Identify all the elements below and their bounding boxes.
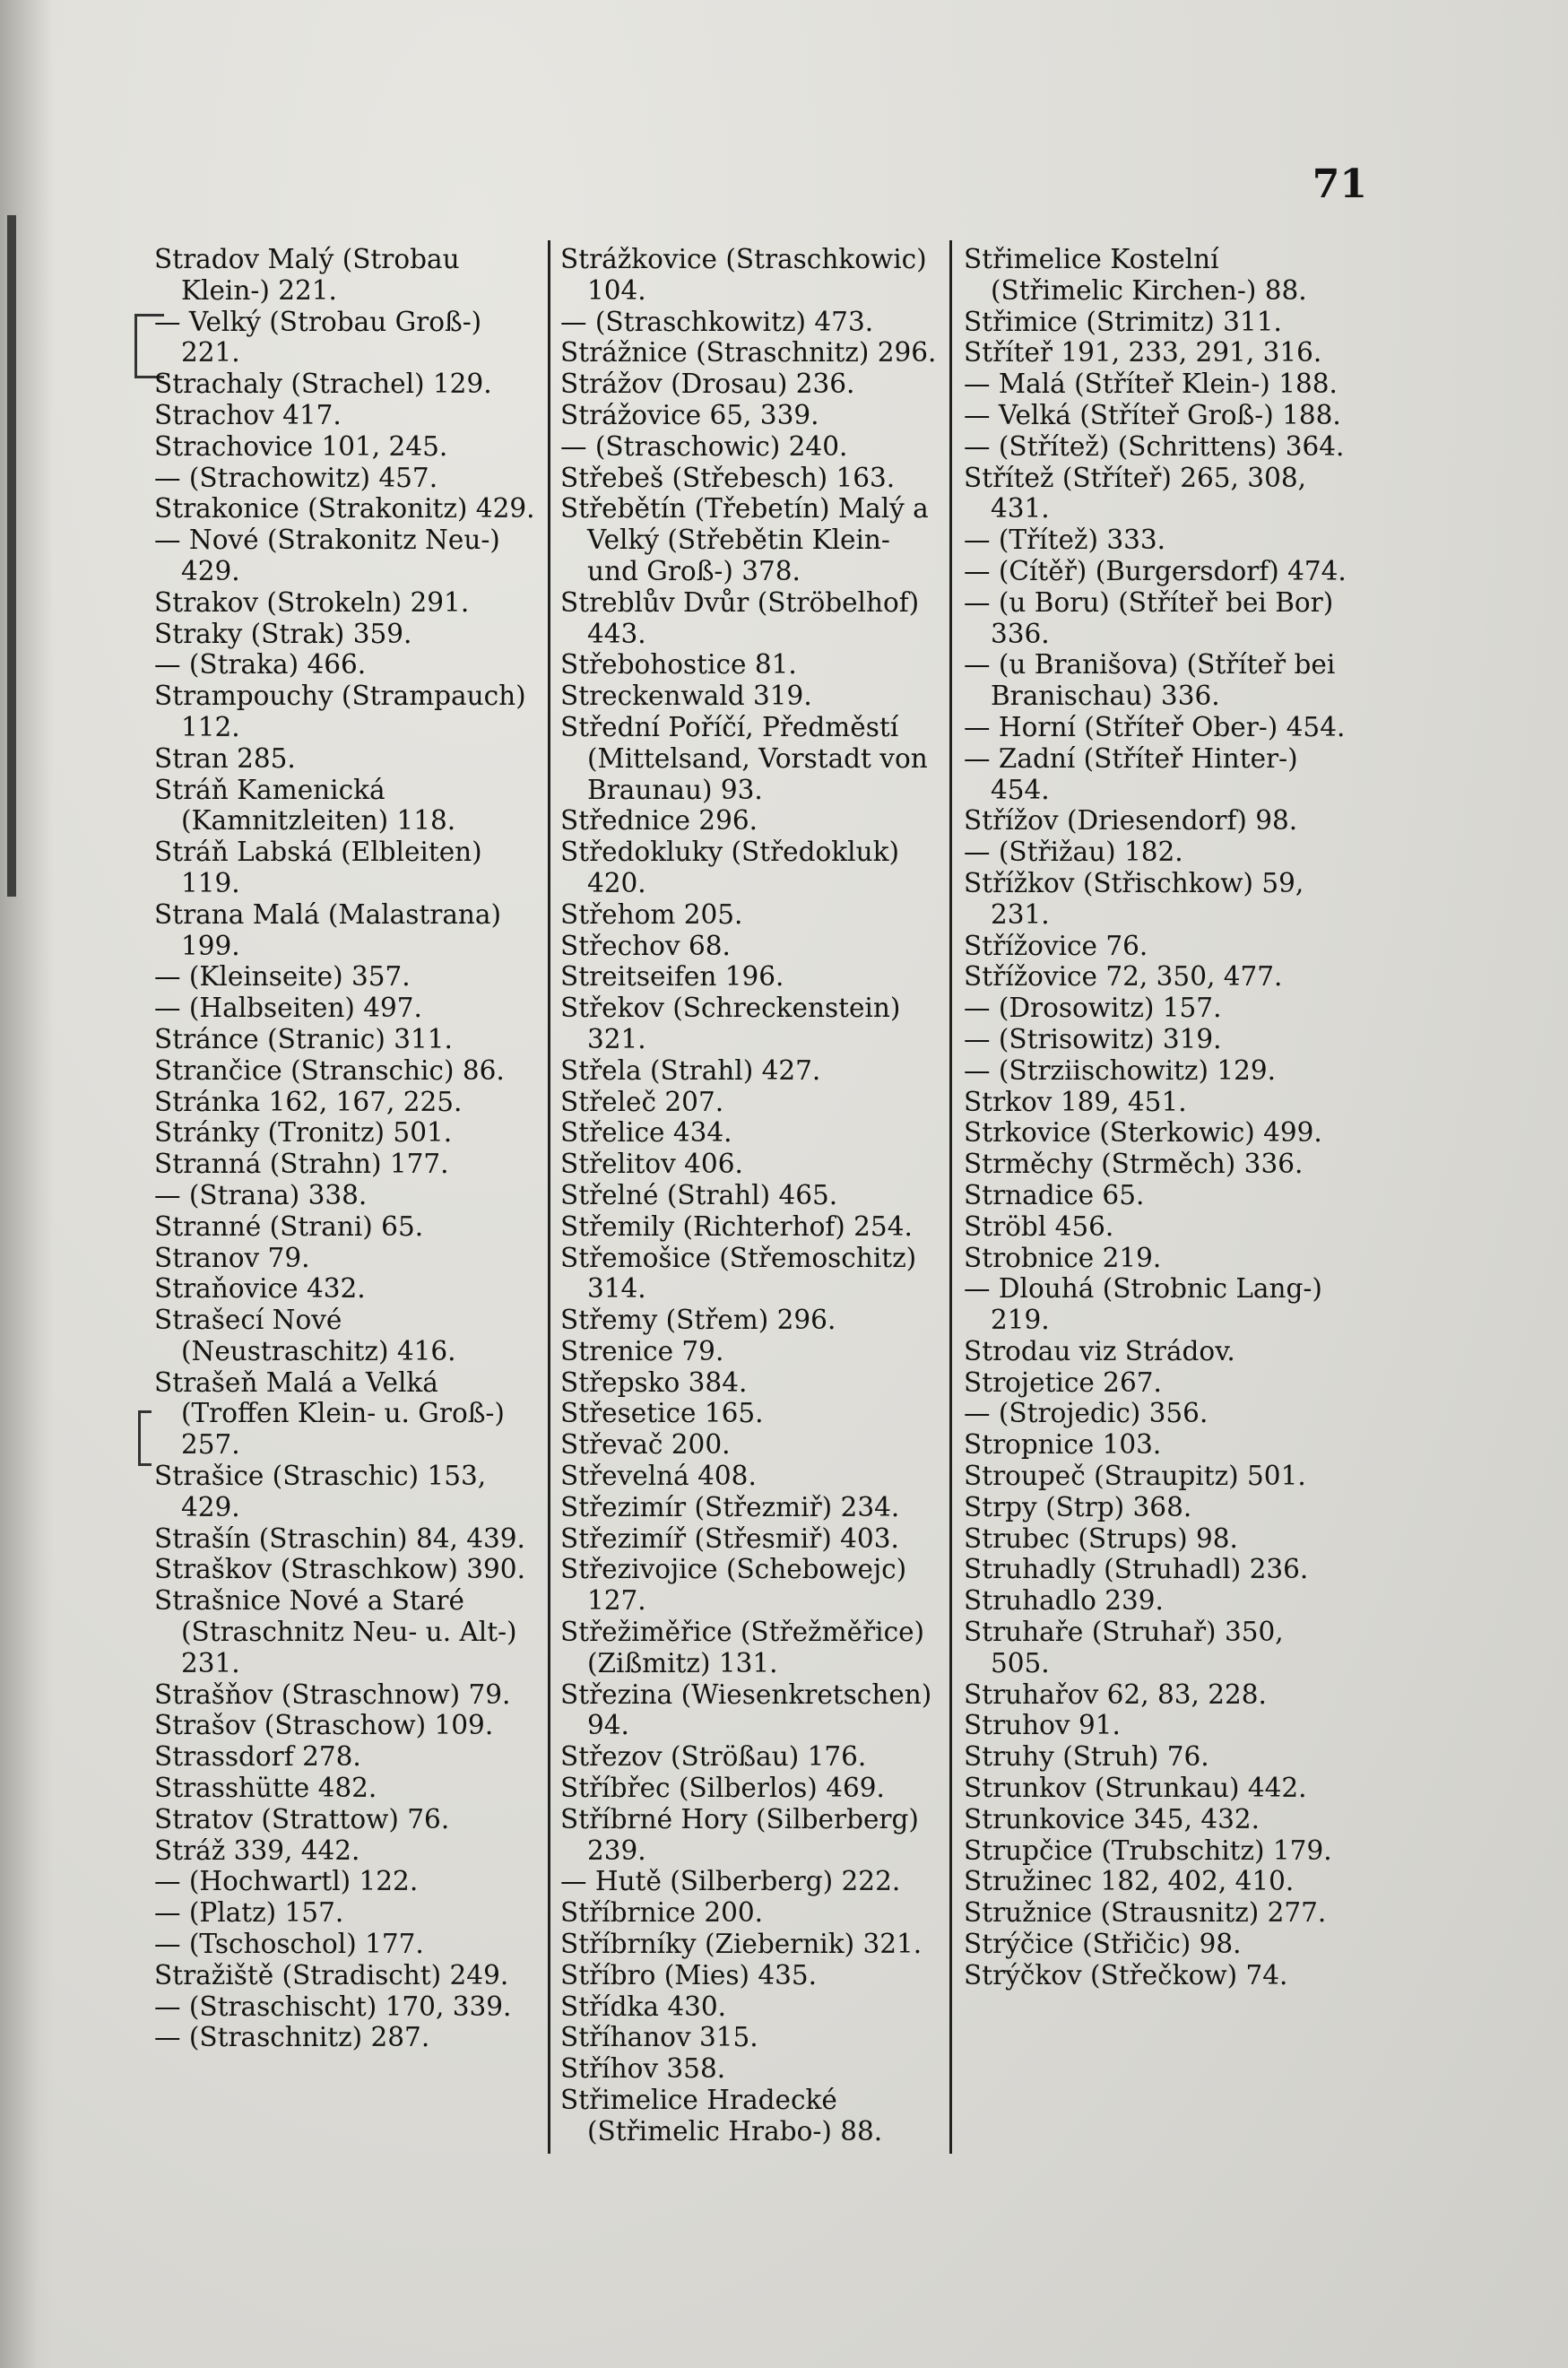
- index-entry: Stříbro (Mies) 435.: [560, 1959, 818, 1991]
- index-entry: Struhy (Struh) 76.: [964, 1741, 1209, 1773]
- index-column-2: [560, 244, 948, 2147]
- index-entry: Strašňov (Straschnow) 79.: [154, 1678, 511, 1710]
- index-entry: Střížovice 76.: [964, 930, 1148, 961]
- index-entry: Stříbrné Hory (Silberberg) 239.: [560, 1803, 919, 1866]
- index-entry: Stránce (Stranic) 311.: [154, 1023, 453, 1054]
- index-entry: Struhov 91.: [964, 1710, 1121, 1741]
- index-entry: Střela (Strahl) 427.: [560, 1054, 821, 1086]
- index-entry: — Malá (Stříteř Klein-) 188.: [964, 369, 1338, 400]
- index-entry: Stráž 339, 442.: [154, 1835, 360, 1866]
- index-entry: — (Kleinseite) 357.: [154, 961, 411, 993]
- index-entry: Stranov 79.: [154, 1242, 310, 1273]
- index-entry: Střebeš (Střebesch) 163.: [560, 462, 896, 493]
- index-entry: Strážnice (Straschnitz) 296.: [560, 337, 937, 369]
- index-entry: Středokluky (Středokluk) 420.: [560, 837, 899, 898]
- index-entry: Strašnice Nové a Staré (Straschnitz Neu- u. Alt-) 231.: [154, 1585, 517, 1678]
- index-entry: — Hutě (Silberberg) 222.: [560, 1866, 901, 1897]
- index-entry: Struhadly (Struhadl) 236.: [964, 1554, 1309, 1585]
- index-entry: Stříbrnice 200.: [560, 1897, 764, 1929]
- index-entry: Stříteř 191, 233, 291, 316.: [964, 337, 1322, 369]
- index-entry: Strachovice 101, 245.: [154, 430, 448, 462]
- column-rule: [949, 240, 952, 2154]
- index-entry: Střezimír (Střezmiř) 234.: [560, 1491, 900, 1522]
- index-entry: Streblův Dvůr (Ströbelhof) 443.: [560, 586, 920, 649]
- index-entry: Střechov 68.: [560, 930, 731, 961]
- index-entry: Střemily (Richterhof) 254.: [560, 1210, 913, 1242]
- index-entry: Strojetice 267.: [964, 1366, 1162, 1398]
- index-entry: Strunkov (Strunkau) 442.: [964, 1773, 1307, 1804]
- index-entry: — (u Branišova) (Stříteř bei Branischau) 336.: [964, 649, 1336, 712]
- index-entry: Struhařov 62, 83, 228.: [964, 1678, 1267, 1710]
- index-entry: Strenice 79.: [560, 1335, 724, 1366]
- index-entry: — Velký (Strobau Groß-) 221.: [154, 306, 482, 369]
- index-entry: Střepsko 384.: [560, 1366, 748, 1398]
- index-entry: Struhaře (Struhař) 350, 505.: [964, 1617, 1284, 1678]
- index-entry: Struhadlo 239.: [964, 1585, 1164, 1617]
- index-entry: — (Straka) 466.: [154, 649, 367, 681]
- index-entry: Střebětín (Třebetín) Malý a Velký (Střebětin Klein- und Groß-) 378.: [560, 493, 929, 586]
- index-entry: Strašecí Nové (Neustraschitz) 416.: [154, 1305, 456, 1366]
- index-entry: Střelice 434.: [560, 1117, 732, 1149]
- index-entry: Strobnice 219.: [964, 1242, 1162, 1273]
- index-entry: Strakonice (Strakonitz) 429.: [154, 493, 535, 525]
- index-entry: Střezivojice (Schebowejc) 127.: [560, 1554, 907, 1617]
- index-entry: Stružnice (Strausnitz) 277.: [964, 1897, 1327, 1929]
- index-entry: Stříbřec (Silberlos) 469.: [560, 1773, 885, 1804]
- index-entry: Střezimíř (Střesmiř) 403.: [560, 1522, 899, 1554]
- index-entry: Střeleč 207.: [560, 1086, 724, 1117]
- index-entry: — (Straschnitz) 287.: [154, 2022, 430, 2053]
- index-entry: Stráň Kamenická (Kamnitzleiten) 118.: [154, 774, 456, 837]
- index-entry: Strážkovice (Straschkowic) 104.: [560, 244, 927, 306]
- index-entry: — Horní (Stříteř Ober-) 454.: [964, 711, 1346, 742]
- binding-edge: [7, 215, 16, 897]
- index-entry: Střelitov 406.: [560, 1149, 743, 1180]
- index-entry: Strachaly (Strachel) 129.: [154, 369, 492, 400]
- index-entry: Strachov 417.: [154, 399, 342, 430]
- index-entry: Stražiště (Stradischt) 249.: [154, 1959, 509, 1991]
- index-entry: Strassdorf 278.: [154, 1741, 361, 1773]
- index-entry: Střížkov (Střischkow) 59, 231.: [964, 867, 1304, 930]
- index-entry: Stružinec 182, 402, 410.: [964, 1866, 1295, 1897]
- index-entry: Střížov (Driesendorf) 98.: [964, 805, 1298, 837]
- index-entry: Strančice (Stranschic) 86.: [154, 1054, 505, 1086]
- index-entry: Ströbl 456.: [964, 1210, 1114, 1242]
- index-entry: Střítež (Stříteř) 265, 308, 431.: [964, 462, 1306, 525]
- index-entry: Střezina (Wiesenkretschen) 94.: [560, 1678, 932, 1741]
- index-entry: — (Straschowic) 240.: [560, 430, 848, 462]
- index-entry: Střížovice 72, 350, 477.: [964, 961, 1283, 993]
- index-entry: Střednice 296.: [560, 805, 758, 837]
- index-entry: Strodau viz Strádov.: [964, 1335, 1235, 1366]
- index-entry: — Dlouhá (Strobnic Lang-) 219.: [964, 1273, 1322, 1336]
- index-entry: Střední Poříčí, Předměstí (Mittelsand, Vorstadt von Braunau) 93.: [560, 711, 928, 805]
- index-entry: Střesetice 165.: [560, 1398, 764, 1429]
- index-column-1: [154, 244, 540, 2053]
- index-entry: — Nové (Strakonitz Neu-) 429.: [154, 525, 500, 586]
- index-entry: Strýčice (Střičic) 98.: [964, 1929, 1242, 1960]
- index-entry: — (Třítež) 333.: [964, 525, 1166, 556]
- index-entry: Stráň Labská (Elbleiten) 119.: [154, 837, 482, 898]
- index-entry: Strážovice 65, 339.: [560, 399, 819, 430]
- pen-mark: [138, 1410, 152, 1466]
- index-entry: Straňovice 432.: [154, 1273, 366, 1305]
- index-entry: Střekov (Schreckenstein) 321.: [560, 993, 901, 1054]
- index-entry: Strkov 189, 451.: [964, 1086, 1187, 1117]
- index-entry: — (Hochwartl) 122.: [154, 1866, 419, 1897]
- index-entry: — (Strziischowitz) 129.: [964, 1054, 1277, 1086]
- index-entry: Strměchy (Strměch) 336.: [964, 1149, 1304, 1180]
- index-entry: Strakov (Strokeln) 291.: [154, 586, 470, 618]
- column-rule: [548, 240, 550, 2154]
- index-entry: Stranná (Strahn) 177.: [154, 1149, 449, 1180]
- index-entry: Strubec (Strups) 98.: [964, 1522, 1238, 1554]
- index-entry: — (Střítež) (Schrittens) 364.: [964, 430, 1345, 462]
- index-entry: Strunkovice 345, 432.: [964, 1803, 1260, 1835]
- index-entry: Stranné (Strani) 65.: [154, 1210, 424, 1242]
- index-entry: — (Strachowitz) 457.: [154, 462, 438, 493]
- index-entry: Strašeň Malá a Velká (Troffen Klein- u. Groß-) 257.: [154, 1366, 505, 1461]
- index-entry: Střehom 205.: [560, 898, 743, 930]
- index-entry: Stratov (Strattow) 76.: [154, 1803, 450, 1835]
- index-entry: Střimelice Hradecké (Střimelic Hrabo-) 88.: [560, 2085, 883, 2147]
- index-entry: — (Střižau) 182.: [964, 837, 1183, 868]
- index-entry: Strana Malá (Malastrana) 199.: [154, 898, 502, 961]
- index-entry: Strašov (Straschow) 109.: [154, 1710, 494, 1741]
- index-entry: Strašice (Straschic) 153, 429.: [154, 1461, 487, 1522]
- index-entry: — (Halbseiten) 497.: [154, 993, 422, 1024]
- index-entry: Strkovice (Sterkowic) 499.: [964, 1117, 1322, 1149]
- index-entry: Střemošice (Střemoschitz) 314.: [560, 1242, 917, 1305]
- index-entry: Stříbrníky (Ziebernik) 321.: [560, 1929, 923, 1960]
- index-entry: Strampouchy (Strampauch) 112.: [154, 681, 526, 742]
- index-entry: Střemy (Střem) 296.: [560, 1305, 836, 1336]
- index-entry: Stříhanov 315.: [560, 2022, 758, 2053]
- index-entry: Stran 285.: [154, 742, 296, 774]
- index-entry: Strpy (Strp) 368.: [964, 1491, 1192, 1522]
- index-entry: — (Strisowitz) 319.: [964, 1023, 1222, 1054]
- index-entry: — (Straschkowitz) 473.: [560, 306, 874, 337]
- index-column-3: [964, 244, 1349, 1991]
- index-entry: — (Drosowitz) 157.: [964, 993, 1222, 1024]
- page-number: 71: [1312, 161, 1367, 207]
- index-entry: Střebohostice 81.: [560, 649, 797, 681]
- index-entry: Střevelná 408.: [560, 1461, 757, 1492]
- index-entry: — (Platz) 157.: [154, 1897, 344, 1929]
- index-entry: Strašín (Straschin) 84, 439.: [154, 1522, 525, 1554]
- index-entry: Střezov (Strößau) 176.: [560, 1741, 867, 1773]
- index-entry: Streckenwald 319.: [560, 681, 812, 712]
- index-entry: Stránky (Tronitz) 501.: [154, 1117, 453, 1149]
- index-entry: Strupčice (Trubschitz) 179.: [964, 1835, 1332, 1866]
- index-entry: Střimice (Strimitz) 311.: [964, 306, 1282, 337]
- index-entry: — (Strojedic) 356.: [964, 1398, 1208, 1429]
- index-entry: — (Tschoschol) 177.: [154, 1929, 424, 1960]
- index-entry: Straky (Strak) 359.: [154, 618, 412, 649]
- index-entry: Stříhov 358.: [560, 2053, 726, 2085]
- index-entry: Stradov Malý (Strobau Klein-) 221.: [154, 244, 460, 306]
- index-entry: — (Strana) 338.: [154, 1179, 368, 1210]
- index-entry: — Velká (Stříteř Groß-) 188.: [964, 399, 1341, 430]
- index-entry: Straškov (Straschkow) 390.: [154, 1554, 525, 1585]
- index-entry: Streitseifen 196.: [560, 961, 784, 993]
- index-entry: — (Cítěř) (Burgersdorf) 474.: [964, 555, 1347, 586]
- index-entry: Strnadice 65.: [964, 1179, 1145, 1210]
- index-entry: Stropnice 103.: [964, 1429, 1162, 1461]
- index-entry: — (Straschischt) 170, 339.: [154, 1991, 512, 2022]
- index-entry: Střimelice Kostelní (Střimelic Kirchen-) 88.: [964, 244, 1307, 306]
- index-entry: Strýčkov (Střečkow) 74.: [964, 1959, 1288, 1991]
- index-entry: Střídka 430.: [560, 1991, 727, 2022]
- index-entry: Střevač 200.: [560, 1429, 731, 1461]
- index-entry: Střelné (Strahl) 465.: [560, 1179, 838, 1210]
- index-entry: Strážov (Drosau) 236.: [560, 369, 855, 400]
- index-entry: — Zadní (Stříteř Hinter-) 454.: [964, 742, 1298, 805]
- index-entry: Střežiměřice (Střežměřice) (Zißmitz) 131.: [560, 1617, 925, 1678]
- index-entry: — (u Boru) (Stříteř bei Bor) 336.: [964, 586, 1334, 649]
- index-entry: Strasshütte 482.: [154, 1773, 377, 1804]
- index-entry: Stránka 162, 167, 225.: [154, 1086, 463, 1117]
- index-entry: Stroupeč (Straupitz) 501.: [964, 1461, 1306, 1492]
